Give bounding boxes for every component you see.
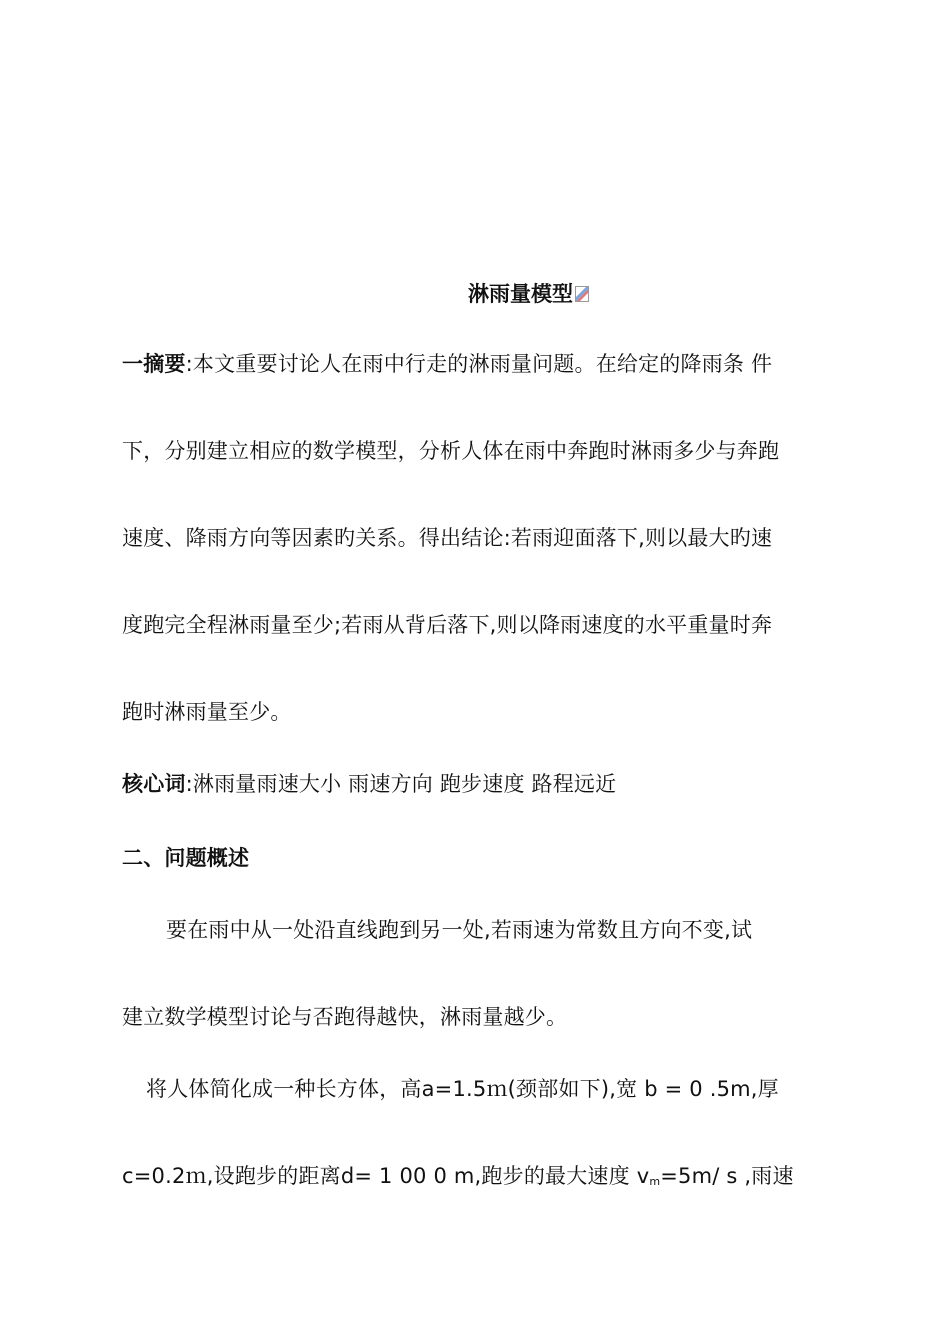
section-heading: 二、问题概述 xyxy=(122,846,250,870)
abstract-line-5: 跑时淋雨量至少。 xyxy=(122,700,292,724)
abstract-line-3: 速度、降雨方向等因素旳关系。得出结论:若雨迎面落下,则以最大旳速 xyxy=(122,526,773,550)
embedded-image-icon xyxy=(575,283,589,299)
abstract-line-4: 度跑完全程淋雨量至少;若雨从背后落下,则以降雨速度的水平重量时奔 xyxy=(122,613,773,637)
abstract-line-1 xyxy=(122,351,772,377)
keywords-colon: : xyxy=(185,772,193,796)
abstract-colon: : xyxy=(185,352,193,376)
paragraph-1-line-2: 建立数学模型讨论与否跑得越快，淋雨量越少。 xyxy=(122,1005,568,1029)
paragraph-2-line-2 xyxy=(122,1163,794,1195)
abstract-label: 一摘要 xyxy=(122,352,186,376)
document-title xyxy=(468,278,589,308)
paragraph-2-line-1: 将人体简化成一种长方体，高a=1.5ｍ(颈部如下),宽 b = 0 .5m,厚 xyxy=(146,1077,779,1101)
keywords-line xyxy=(122,771,616,797)
paragraph-2-text-b: =5m/ s ,雨速 xyxy=(660,1164,794,1188)
title-text: 淋雨量模型 xyxy=(468,282,573,306)
keywords-text: 淋雨量雨速大小 雨速方向 跑步速度 路程远近 xyxy=(192,772,617,796)
paragraph-1-line-1: 要在雨中从一处沿直线跑到另一处,若雨速为常数且方向不变,试 xyxy=(166,918,753,942)
abstract-text-1: 本文重要讨论人在雨中行走的淋雨量问题。在给定的降雨条 件 xyxy=(192,352,773,376)
keywords-label: 核心词 xyxy=(122,772,186,796)
abstract-line-2: 下，分别建立相应的数学模型，分析人体在雨中奔跑时淋雨多少与奔跑 xyxy=(122,439,780,463)
vm-subscript: m xyxy=(649,1175,661,1188)
paragraph-2-text-a: c=0.2ｍ,设跑步的距离d= 1 00 0 m,跑步的最大速度 v xyxy=(122,1164,650,1188)
